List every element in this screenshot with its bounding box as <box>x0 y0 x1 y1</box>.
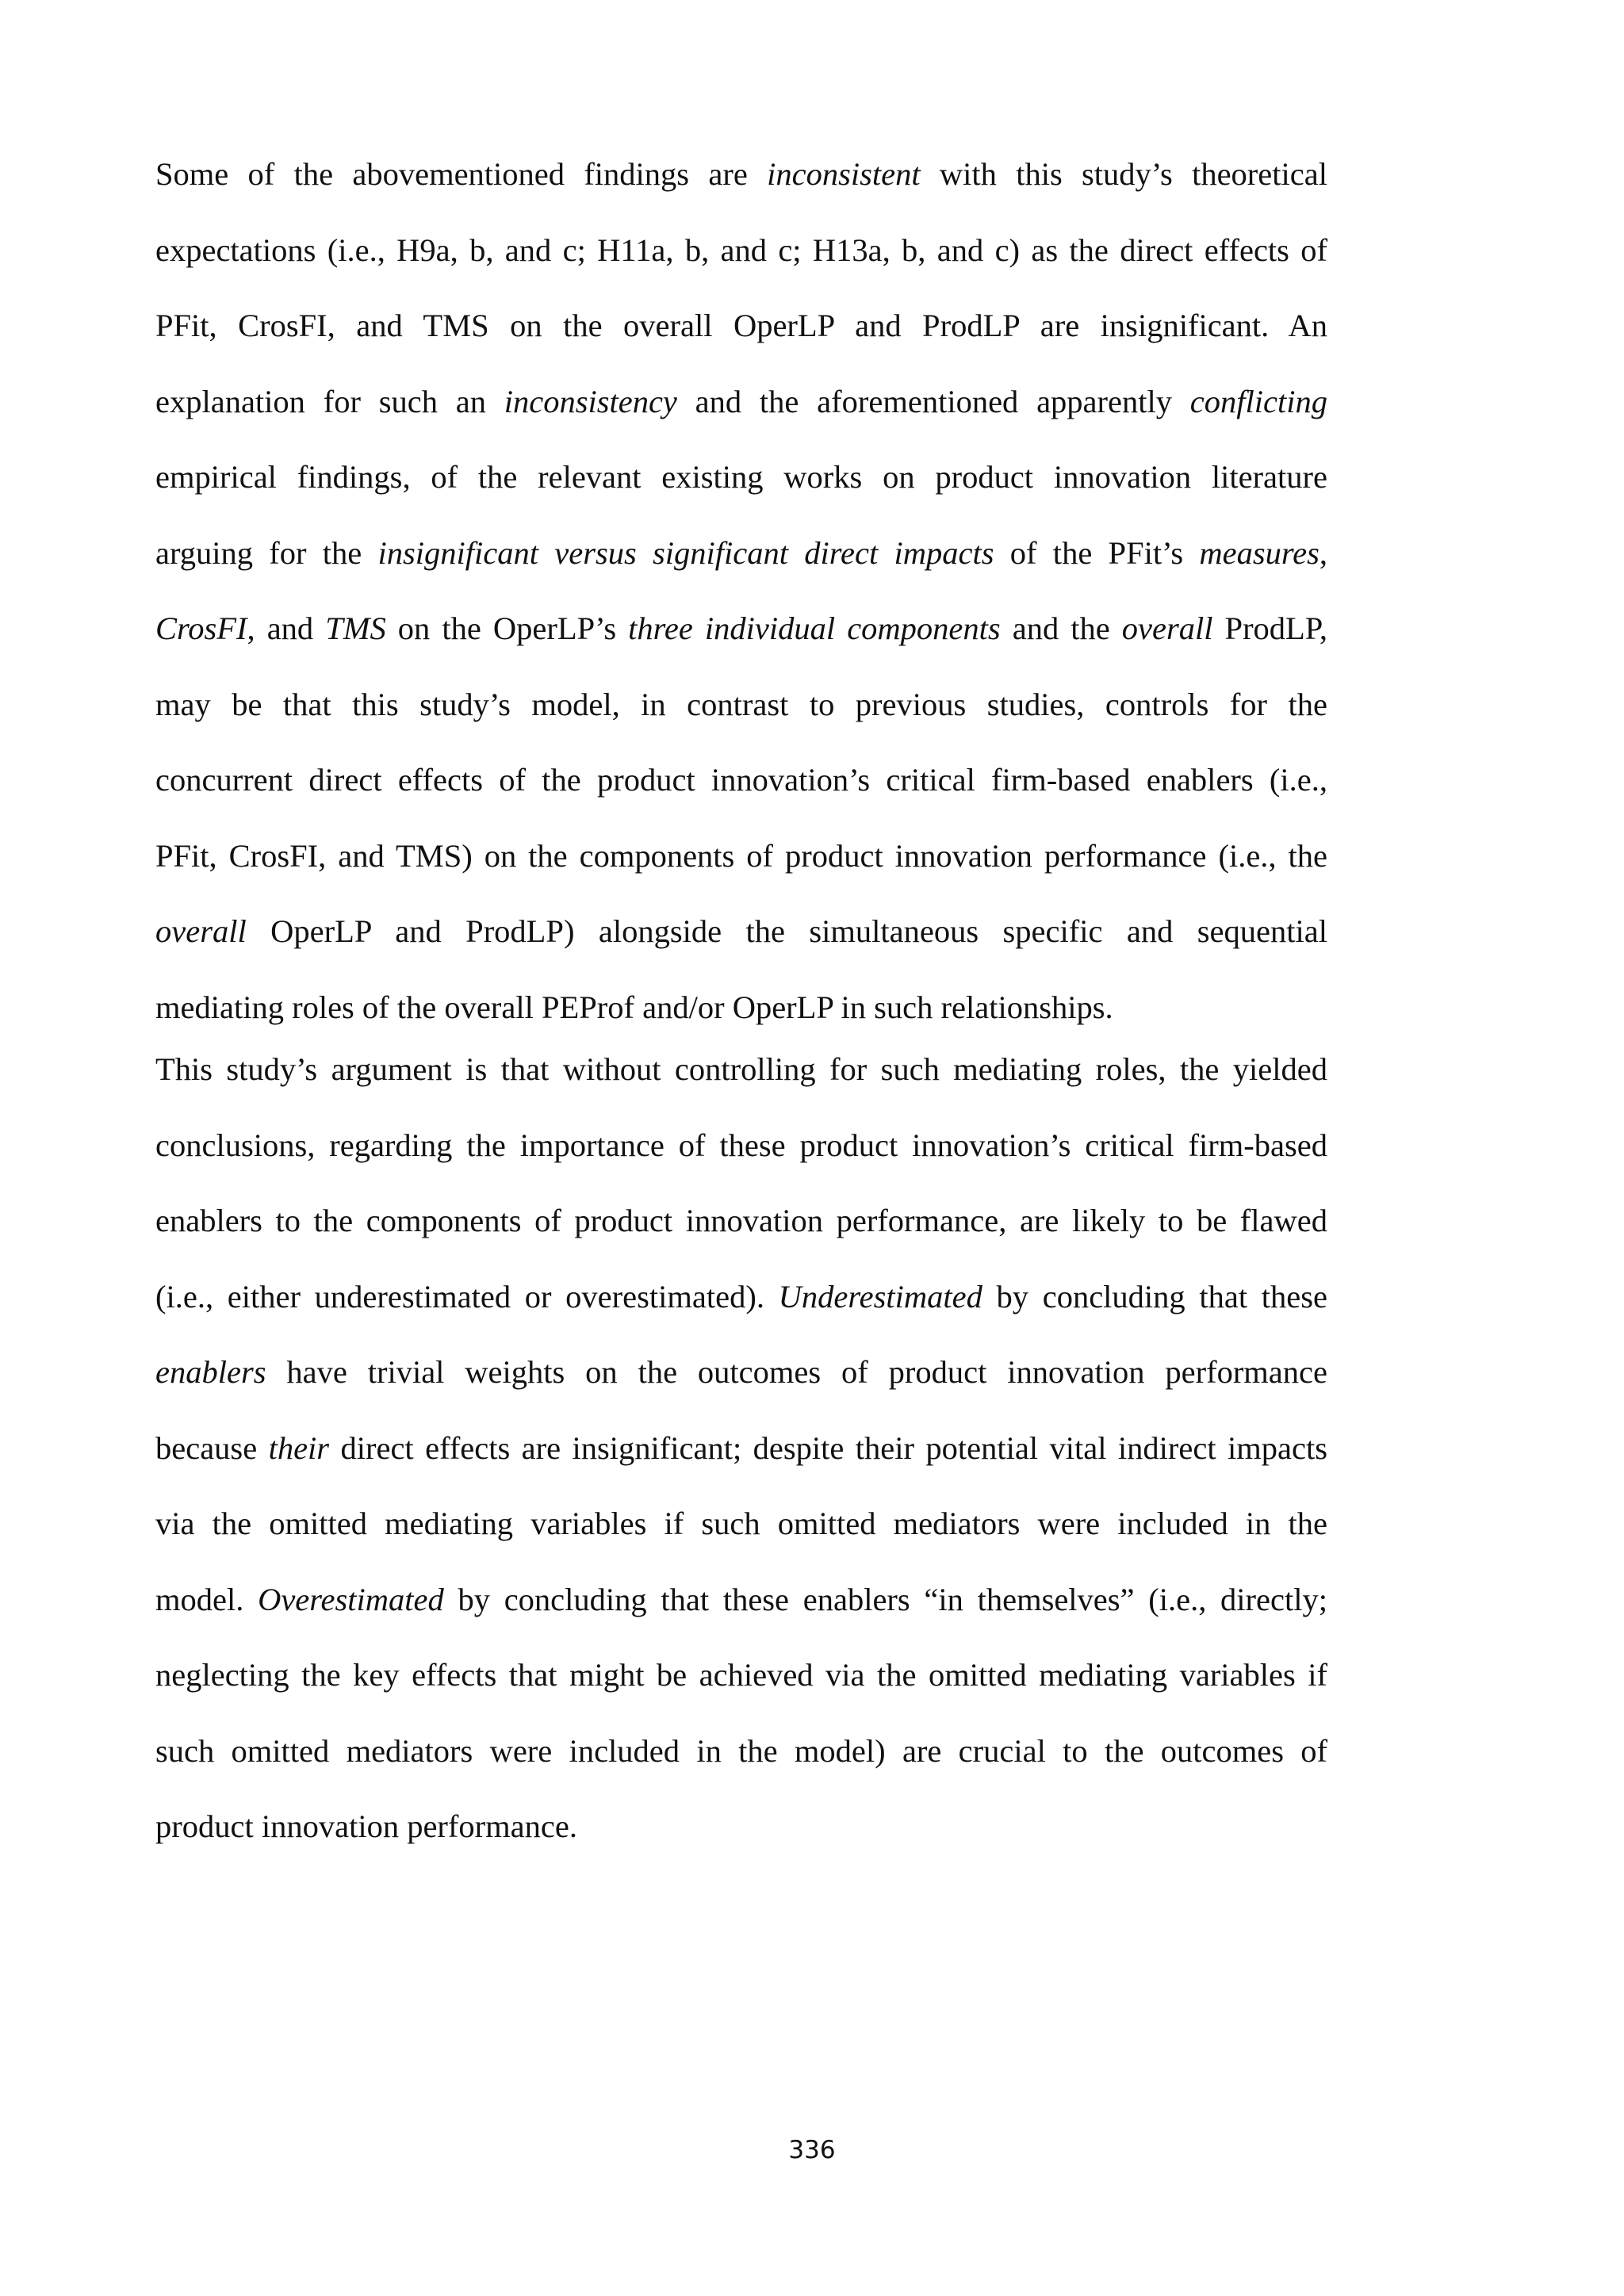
text-run: and the aforementioned apparently <box>676 383 1190 419</box>
text-run: PFit, CrosFI, and TMS on the overall OperLP and ProdLP are insignificant. An <box>155 308 1327 343</box>
text-run: enablers to the components of product innovation performance, are likely to be flawed <box>155 1203 1327 1238</box>
italic-text-run: inconsistent <box>767 156 921 192</box>
text-line <box>155 229 1327 305</box>
text-run: , and <box>247 610 326 646</box>
page-number: 336 <box>788 2136 836 2164</box>
text-line <box>155 835 1327 911</box>
text-run: neglecting the key effects that might be achieved via the omitted mediating variables if <box>155 1657 1327 1693</box>
italic-text-run: insignificant versus significant direct impacts <box>377 534 994 571</box>
text-line <box>155 153 1327 229</box>
text-run: by concluding that these <box>982 1278 1327 1314</box>
text-line <box>155 1578 1327 1655</box>
text-run: because <box>155 1429 269 1466</box>
italic-text-run: overall <box>155 913 247 949</box>
text-line <box>155 304 1327 381</box>
text-line <box>155 1351 1327 1427</box>
text-line <box>155 1200 1327 1276</box>
italic-text-run: measures <box>1199 534 1320 571</box>
text-line <box>155 759 1327 835</box>
text-run: have trivial weights on the outcomes of product innovation performance <box>266 1354 1327 1390</box>
text-run: mediating roles of the overall PEProf and/or OperLP in such relationships. <box>155 989 1113 1025</box>
text-line <box>155 1048 1327 1124</box>
text-run: PFit, CrosFI, and TMS) on the components of product innovation performance (i.e., the <box>155 837 1327 874</box>
text-line <box>155 1502 1327 1578</box>
text-run: conclusions, regarding the importance of these product innovation’s critical firm-based <box>155 1127 1327 1163</box>
text-run: empirical findings, of the relevant existing works on product innovation literature <box>155 459 1327 495</box>
text-run: (i.e., either underestimated or overestimated). <box>155 1278 779 1314</box>
paragraph-2 <box>155 1048 1327 1848</box>
text-line <box>155 1805 1327 1848</box>
text-run: by concluding that these enablers “in themselves” (i.e., directly; <box>443 1581 1327 1617</box>
text-line <box>155 1654 1327 1730</box>
text-line <box>155 910 1327 986</box>
text-run: Some of the abovementioned findings are <box>155 156 768 192</box>
text-run: concurrent direct effects of the product innovation’s critical firm-based enablers (i.e., <box>155 762 1327 798</box>
text-line <box>155 1124 1327 1200</box>
italic-text-run: enablers <box>155 1354 266 1390</box>
text-run: such omitted mediators were included in the model) are crucial to the outcomes of <box>155 1732 1327 1769</box>
text-run: ProdLP, <box>1212 610 1327 646</box>
text-line <box>155 986 1327 1029</box>
paragraph-1 <box>155 153 1327 1029</box>
text-line <box>155 683 1327 760</box>
text-line <box>155 1427 1327 1503</box>
text-line <box>155 456 1327 532</box>
text-run: product innovation performance. <box>155 1808 577 1844</box>
text-run: via the omitted mediating variables if such omitted mediators were included in the <box>155 1506 1327 1541</box>
italic-text-run: their <box>268 1429 330 1466</box>
italic-text-run: TMS <box>325 610 386 646</box>
text-line <box>155 1276 1327 1352</box>
italic-text-run: inconsistency <box>504 383 677 419</box>
text-run: of the PFit’s <box>994 534 1200 571</box>
text-run: direct effects are insignificant; despite their potential vital indirect impacts <box>329 1429 1327 1466</box>
text-run: This study’s argument is that without controlling for such mediating roles, the yielded <box>155 1051 1327 1087</box>
text-run: explanation for such an <box>155 383 504 419</box>
text-run: OperLP and ProdLP) alongside the simultaneous specific and sequential <box>246 913 1327 949</box>
italic-text-run: overall <box>1121 610 1213 646</box>
italic-text-run: Overestimated <box>258 1581 444 1617</box>
text-run: may be that this study’s model, in contrast to previous studies, controls for the <box>155 686 1327 722</box>
text-run: and the <box>1000 610 1122 646</box>
text-run: model. <box>155 1581 259 1617</box>
text-run: arguing for the <box>155 534 378 571</box>
text-line <box>155 1730 1327 1806</box>
text-run: on the OperLP’s <box>385 610 629 646</box>
text-run: , <box>1319 534 1328 571</box>
text-line <box>155 381 1327 457</box>
italic-text-run: CrosFI <box>155 610 247 646</box>
italic-text-run: Underestimated <box>778 1278 982 1314</box>
italic-text-run: conflicting <box>1189 383 1327 419</box>
text-run: expectations (i.e., H9a, b, and c; H11a, b, and c; H13a, b, and c) as the direct effects of <box>155 232 1327 268</box>
text-line <box>155 607 1327 683</box>
text-run: with this study’s theoretical <box>920 156 1327 192</box>
text-line <box>155 532 1327 608</box>
italic-text-run: three individual components <box>628 610 1001 646</box>
